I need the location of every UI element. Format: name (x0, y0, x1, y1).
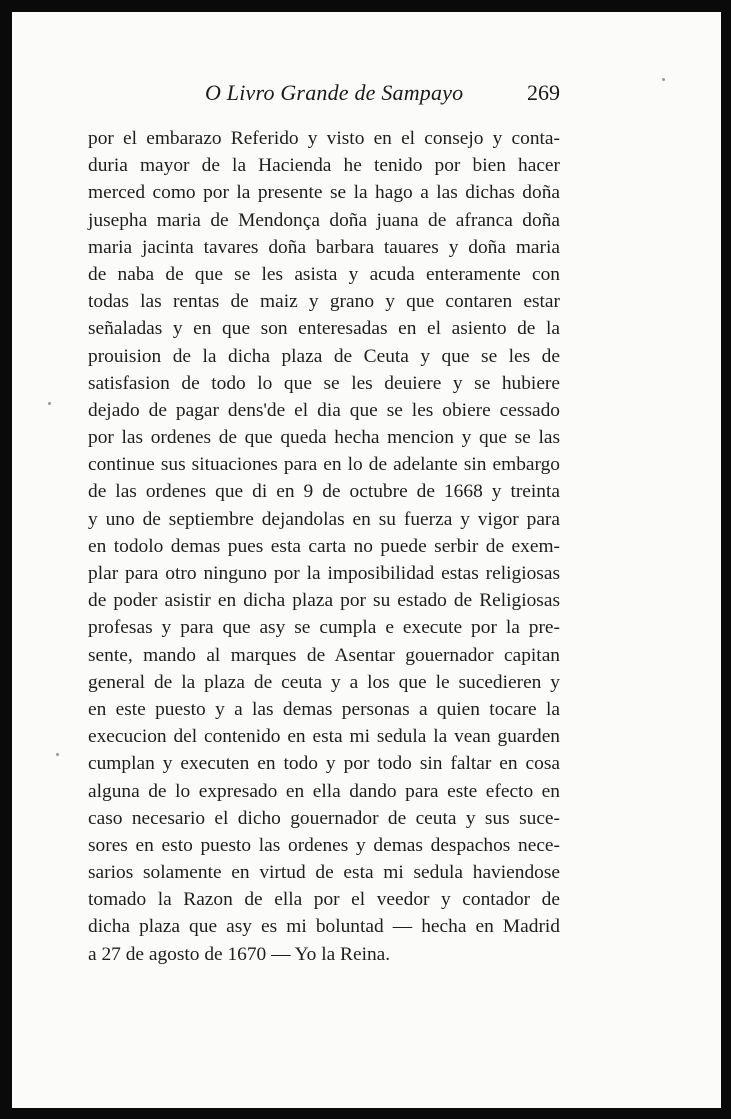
text-line: plar para otro ninguno por la imposibilidad estas religiosas (88, 563, 560, 584)
text-line-last: a 27 de agosto de 1670 — Yo la Reina. (88, 943, 391, 965)
ink-speck-right (662, 78, 665, 81)
text-line: señaladas y en que son enteresadas en el asiento de la (88, 318, 560, 340)
text-line: maria jacinta tavares doña barbara tauares y doña maria (88, 236, 560, 258)
text-line: por el embarazo Referido y visto en el consejo y conta- (88, 128, 560, 149)
text-line: en todolo demas pues esta carta no puede serbir de exem- (88, 535, 560, 557)
ink-speck-left-lower (56, 753, 59, 756)
body-text (88, 125, 560, 968)
text-line: general de la plaza de ceuta y a los que le sucedieren y (88, 671, 560, 693)
text-line: caso necesario el dicho gouernador de ceuta y sus suce- (88, 807, 560, 829)
text-line: por las ordenes de que queda hecha mencion y que se las (88, 427, 560, 449)
text-line: y uno de septiembre dejandolas en su fuerza y vigor para (88, 508, 560, 530)
text-line: duria mayor de la Hacienda he tenido por bien hacer (88, 155, 560, 177)
text-line: alguna de lo expresado en ella dando para este efecto en (88, 780, 560, 802)
text-line: tomado la Razon de ella por el veedor y contador de (88, 889, 560, 911)
text-line: prouision de la dicha plaza de Ceuta y que se les de (88, 345, 560, 367)
page-number: 269 (527, 80, 560, 105)
text-line: continue sus situaciones para en lo de adelante sin embargo (88, 454, 560, 476)
text-line: execucion del contenido en esta mi sedula la vean guarden (88, 726, 560, 748)
text-line: dicha plaza que asy es mi boluntad — hecha en Madrid (88, 916, 560, 938)
text-line: cumplan y executen en todo y por todo sin faltar en cosa (88, 753, 560, 775)
text-line: satisfasion de todo lo que se les deuiere y se hubiere (88, 372, 560, 394)
text-line: de poder asistir en dicha plaza por su estado de Religiosas (88, 590, 560, 612)
text-line: jusepha maria de Mendonça doña juana de afranca doña (88, 209, 560, 231)
text-line: de naba de que se les asista y acuda enteramente con (88, 263, 560, 285)
text-line: en este puesto y a las demas personas a quien tocare la (88, 698, 560, 720)
text-line: sores en esto puesto las ordenes y demas despachos nece- (88, 834, 560, 856)
running-title: O Livro Grande de Sampayo (205, 80, 464, 105)
ink-speck-left (48, 402, 51, 405)
running-head (88, 80, 560, 112)
text-line: de las ordenes que di en 9 de octubre de 1668 y treinta (88, 481, 560, 503)
text-line: sarios solamente en virtud de esta mi sedula haviendose (88, 862, 560, 884)
text-line: profesas y para que asy se cumpla e execute por la pre- (88, 617, 560, 639)
text-line: merced como por la presente se la hago a las dichas doña (88, 182, 560, 204)
text-line: sente, mando al marques de Asentar gouernador capitan (88, 644, 560, 666)
text-line: todas las rentas de maiz y grano y que contaren estar (88, 291, 560, 313)
text-line: dejado de pagar dens'de el dia que se les obiere cessado (88, 399, 560, 421)
